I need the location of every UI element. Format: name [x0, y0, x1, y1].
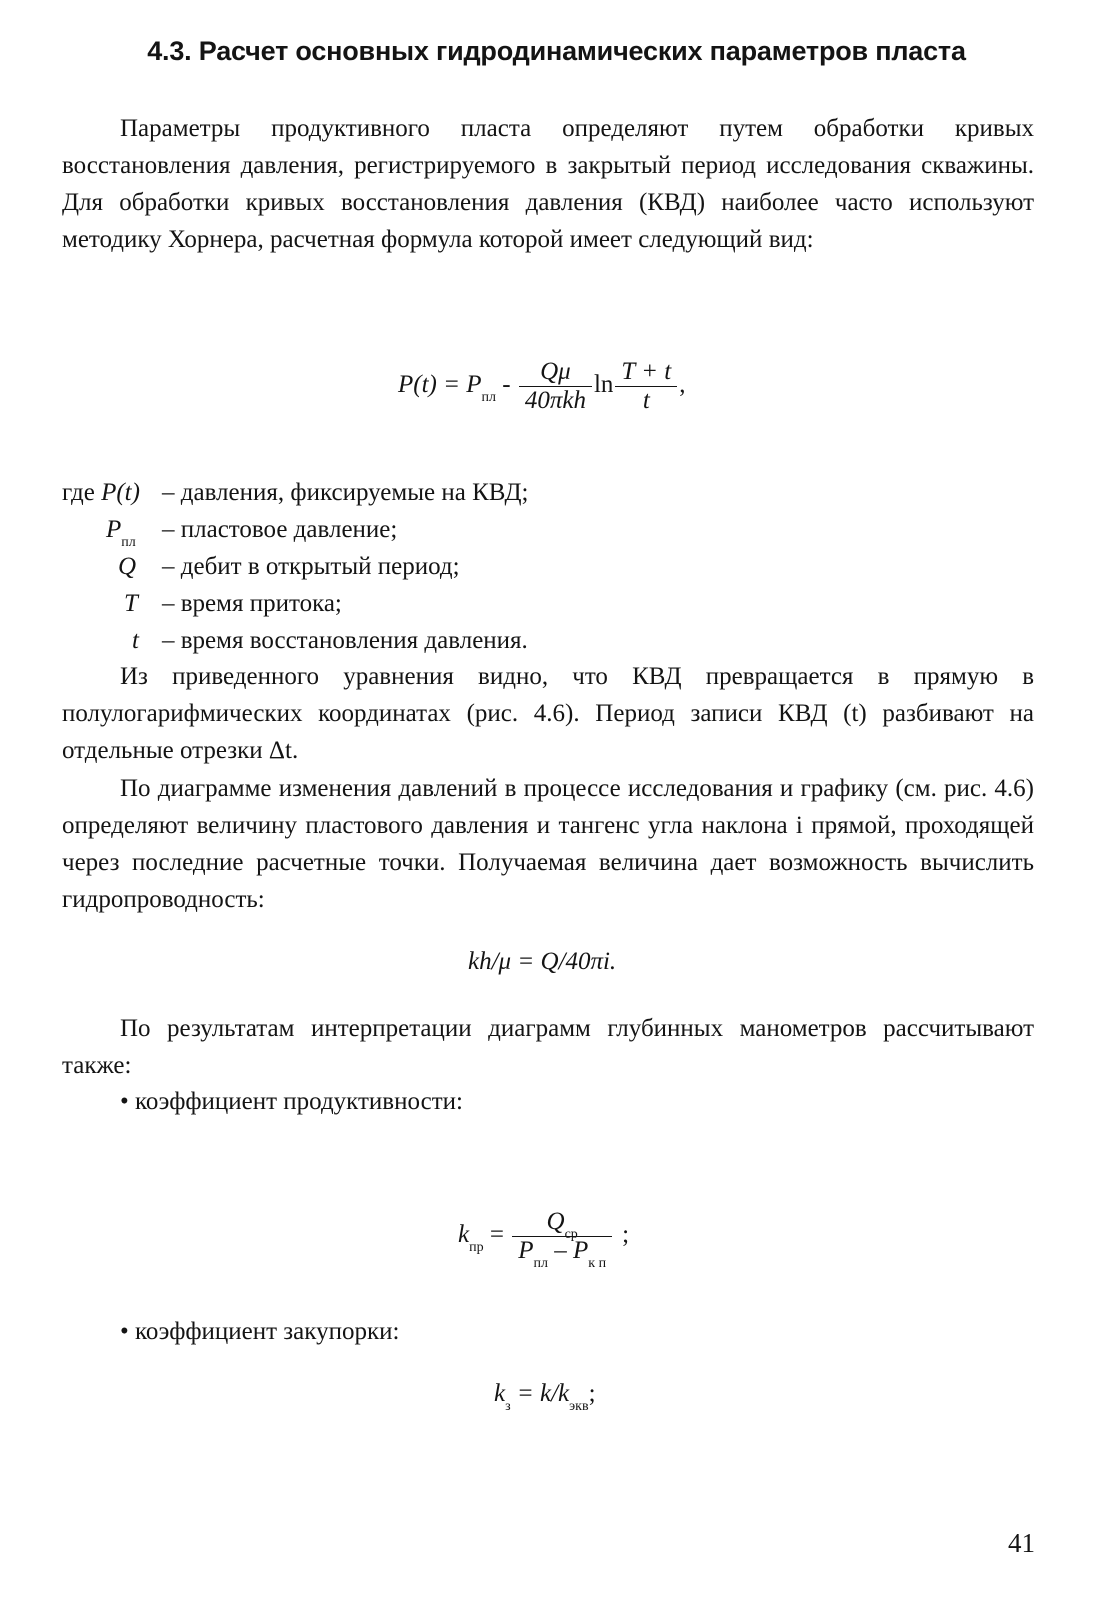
bullet-productivity: • коэффициент продуктивности: — [120, 1088, 463, 1115]
paragraph-3: По диаграмме изменения давлений в процессе исследования и графику (см. рис. 4.6) определяют величину пластового давления и тангенс угла наклона i прямой, проходящей через последние расчетные точки. Получаемая величина дает возможность вычислить гидропроводность: — [62, 775, 1034, 913]
definition-item: T – время притока; — [124, 590, 342, 617]
horner-formula: $P(t) = P_{пл}$ - $\frac{Q\mu}{\text{40πkh}}$ ln $\frac{T + t}{t}$ , — [398, 358, 686, 414]
page-number: 41 — [1008, 1528, 1035, 1558]
paragraph-4: По результатам интерпретации диаграмм глубинных манометров рассчитывают также: — [62, 1015, 1034, 1079]
bullet-plugging: • коэффициент закупорки: — [120, 1318, 400, 1345]
definition-item: Q – дебит в открытый период; — [118, 553, 460, 580]
paragraph-2: Из приведенного уравнения видно, что КВД превращается в прямую в полулогарифмических координатах (рис. 4.6). Период записи КВД (t) разбивают на отдельные отрезки Δt. — [62, 663, 1034, 764]
productivity-formula: $k_{пр}$ = $\frac{Q_{ср}}{P_{пл} - P_{к п}}$ ; — [458, 1208, 630, 1271]
definition-item: t – время восстановления давления. — [132, 627, 528, 654]
conductivity-formula: kh/μ = Q/40πi. — [468, 948, 617, 975]
intro-paragraph: Параметры продуктивного пласта определяют путем обработки кривых восстановления давления, регистрируемого в закрытый период исследования скважины. Для обработки кривых восстановления давления (КВД) наиболее часто используют методику Хорнера, расчетная формула которой имеет следующий вид: — [62, 115, 1034, 253]
definition-item: где P(t) – давления, фиксируемые на КВД; — [62, 479, 529, 506]
definition-item: $P_{пл}$ – пластовое давление; — [106, 516, 398, 550]
definitions-list — [62, 474, 529, 659]
section-title: 4.3. Расчет основных гидродинамических параметров пласта — [147, 36, 966, 66]
plugging-formula: $k_з = k/k_{экв}$; — [494, 1380, 596, 1414]
